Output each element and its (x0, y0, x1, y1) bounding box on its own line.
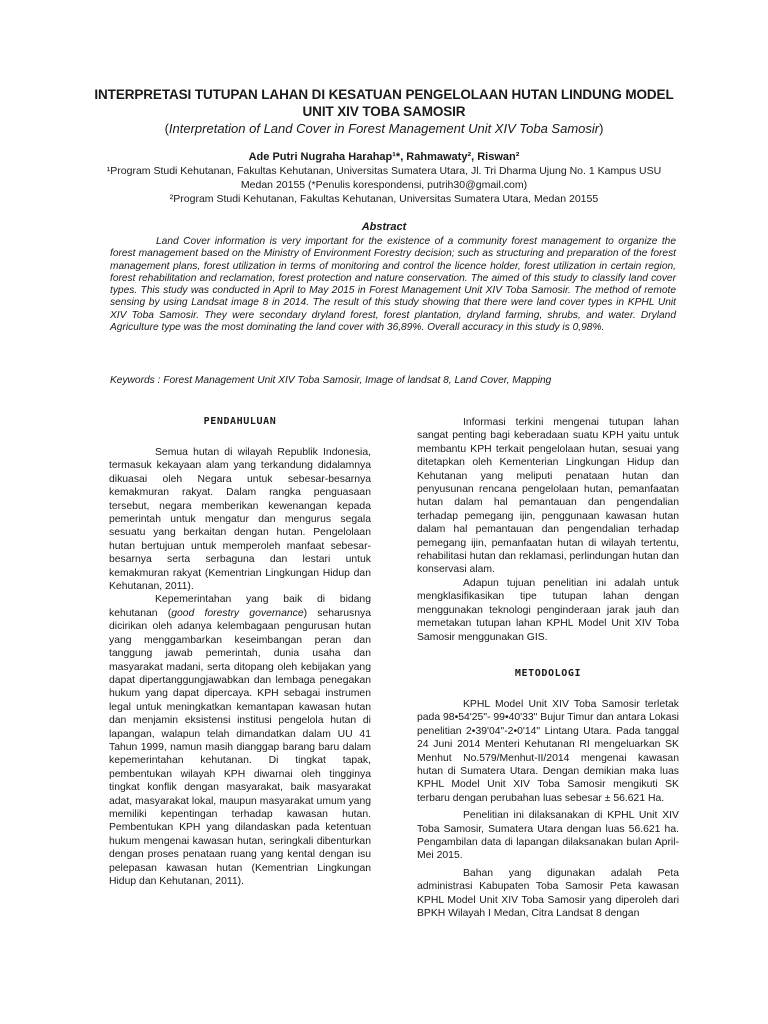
paragraph: KPHL Model Unit XIV Toba Samosir terletak pada 98•54'25"- 99•40'33" Bujur Timur dan antara Lokasi penelitian 2•39'04"-2•0'14" Lintang Utara. Pada tanggal 24 Juni 2014 Menteri Kehutanan RI mengeluarkan SK Menhut No.579/Menhut-II/2014 mengenai kawasan hutan di Sumatera Utara. Dengan demikian maka luas KPHL Model Unit XIV Toba Samosir mengikuti SK terbaru dengan perubahan luas sebesar ± 56.621 Ha. (417, 699, 679, 804)
paragraph: Informasi terkini mengenai tutupan lahan sangat penting bagi keberadaan suatu KPH yaitu untuk membantu KPH terkait pengelolaan hutan, sesuai yang ditetapkan oleh Kementerian Lingkungan Hidup dan Kehutanan yang meliputi penataan hutan dan penyusunan rencana pengelolaan hutan, pemanfaatan hutan dalam hal pemantauan dan pengendalian terhadap pemegang ijin, penggunaan kawasan hutan dalam hal pemantauan dan pengendalian terhadap pemegang ijin, pemanfaatan hutan di wilayah tertentu, rehabilitasi hutan dan reklamasi, perlindungan hutan dan konservasi alam. (417, 417, 679, 576)
section-heading-pendahuluan: PENDAHULUAN (203, 416, 277, 427)
left-column (109, 446, 371, 888)
paragraph: Adapun tujuan penelitian ini adalah untuk mengklasifikasikan tipe tutupan lahan dengan menggunakan teknologi penginderaan jarak jauh dan memetakan tutupan lahan KPHL Model Unit XIV Toba Samosir menggunakan GIS. (417, 577, 679, 643)
paper-title (90, 86, 678, 120)
abstract-body (110, 236, 676, 334)
paragraph: Semua hutan di wilayah Republik Indonesia, termasuk kekayaan alam yang terkandung didalamnya dikuasai oleh Negara untuk sebesar-besarnya kemakmuran rakyat. Dalam rangka penguasaan tersebut, negara memberikan kewenangan kepada pemerintah untuk mengatur dan mengurus segala sesuatu yang berkaitan dengan hutan. Pengelolaan hutan bertujuan untuk memperoleh manfaat sebesar-besarnya serta serbaguna dan lestari untuk kemakmuran rakyat (Kementrian Lingkungan Hidup dan Kehutanan, 2011). (109, 447, 371, 593)
abstract-heading: Abstract (361, 221, 407, 233)
paragraph: Bahan yang digunakan adalah Peta administrasi Kabupaten Toba Samosir Peta kawasan KPHL Model Unit XIV Toba Samosir yang diperoleh dari BPKH Wilayah I Medan, Citra Landsat 8 dengan (417, 867, 679, 920)
right-column-top (417, 416, 679, 644)
paper-subtitle: (Interpretation of Land Cover in Forest Management Unit XIV Toba Samosir) (164, 121, 604, 136)
author-list: Ade Putri Nugraha Harahap¹*, Rahmawaty², Riswan² (248, 151, 520, 163)
subtitle-english: Interpretation of Land Cover in Forest Management Unit XIV Toba Samosir (168, 121, 600, 136)
title-line-2: UNIT XIV TOBA SAMOSIR (302, 104, 466, 119)
paragraph: Kepemerintahan yang baik di bidang kehutanan (good forestry governance) seharusnya dicirikan oleh adanya kelembagaan pengurusan hutan yang menggambarkan keseimbangan peran dan tanggung jawab pemerintah, dunia usaha dan masyarakat madani, serta ditopang oleh kebijakan yang dapat dipertanggungjawabkan dan lembaga penegakan hukum yang dapat dipercaya. KPH sebagai instrumen legal untuk meningkatkan kemantapan kawasan hutan dan menjamin eksistensi institusi pengelola hutan di lapangan, walapun telah dimandatkan dalam UU 41 Tahun 1999, namun masih dianggap barang baru dalam kepemerintahan kehutanan. Di tingkat tapak, pembentukan wilayah KPH diwarnai oleh tingginya tingkat konflik dengan masyarakat, baik masyarakat adat, masyarakat lokal, maupun masyarakat umum yang memiliki kepentingan terhadap kawasan hutan. Pembentukan KPH yang dilandaskan pada ketentuan hukum mengenai kawasan hutan, seringkali dibenturkan dengan proses penataan ruang yang kental dengan isu pelepasan kawasan hutan (Kementrian Lingkungan Hidup dan Kehutanan, 2011). (109, 594, 371, 887)
right-column-bottom (417, 698, 679, 921)
title-line-1: INTERPRETASI TUTUPAN LAHAN DI KESATUAN PENGELOLAAN HUTAN LINDUNG MODEL (94, 87, 674, 102)
paragraph: Penelitian ini dilaksanakan di KPHL Unit XIV Toba Samosir, Sumatera Utara dengan luas 56.621 ha. Pengambilan data di lapangan dilaksanakan bulan April-Mei 2015. (417, 810, 679, 862)
affiliation-1: ¹Program Studi Kehutanan, Fakultas Kehutanan, Universitas Sumatera Utara, Jl. Tri Dharma Ujung No. 1 Kampus USU Medan 20155 (*Penulis korespondensi, putrih30@gmail.com) (106, 165, 662, 191)
abstract-text: Land Cover information is very important for the existence of a community forest management to organize the forest management based on the Ministry of Environment Forestry decision; such as structuring and preparation of the forest management plans, forest utilization in terms of monitoring and control the licence holder, forest utilization in certain region, forest rehabilitation and reclamation, forest protection and nature conservation. The aimed of this study to classify land cover types. This study was conducted in April to May 2015 in Forest Management Unit XIV Toba Samosir. The method of remote sensing by using Landsat image 8 in 2014. The result of this study showing that there were land cover types in KPHL Unit XIV Toba Samosir. They were secondary dryland forest, forest plantation, dryland farming, shrubs, and water. Dryland Agriculture type was the most dominating the land cover with 36,89%. Overall accuracy in this study is 0,98%. (110, 236, 676, 334)
keywords: Keywords : Forest Management Unit XIV Toba Samosir, Image of landsat 8, Land Cover, Mapping (110, 375, 552, 386)
affiliation-2: ²Program Studi Kehutanan, Fakultas Kehutanan, Universitas Sumatera Utara, Medan 20155 (169, 193, 599, 205)
section-heading-metodologi: METODOLOGI (514, 668, 582, 679)
